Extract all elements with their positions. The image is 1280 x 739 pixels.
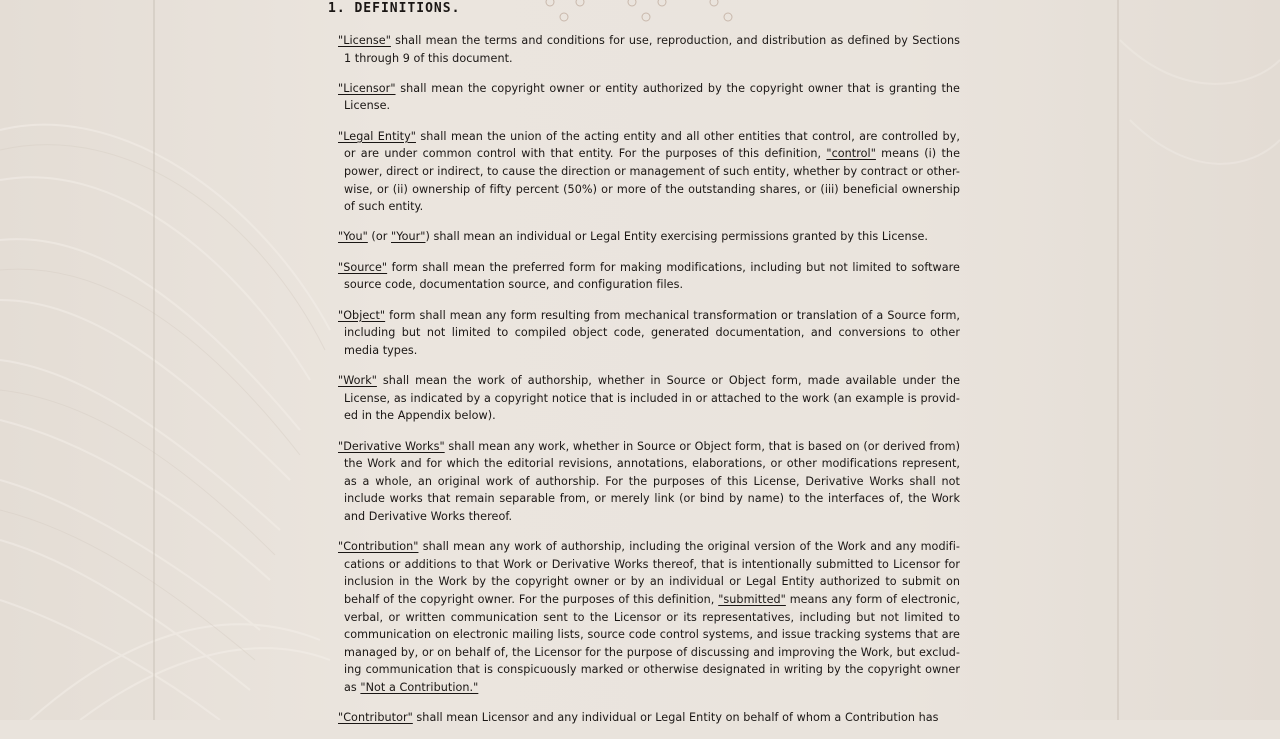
definition-legal-entity [338, 128, 960, 216]
term-contribution: "Contribution" [338, 540, 419, 554]
definition-contributor [338, 709, 960, 727]
definition-object [338, 307, 960, 360]
definition-text: shall mean any work of authorship, including the original version of the Work and any modifi-cations or additions to that Work or Derivative Works thereof, that is intentionally submitted to Licensor for inclusion in the Work by the copyright owner or by an individual or Legal Entity authorized to submit on behalf of the copyright owner. For the purposes of this definition, [344, 540, 960, 606]
term-not-a-contribution: "Not a Contribution." [360, 680, 479, 694]
definition-text: shall mean any work, whether in Source or Object form, that is based on (or derived from) the Work and for which the editorial revisions, annotations, elaborations, or other modifications represent, as a whole, an original work of authorship. For the purposes of this License, Derivative Works shall not include works that remain separable from, or merely link (or bind by name) to the interfaces of, the Work and Derivative Works thereof. [344, 439, 960, 523]
term-your: "Your" [391, 230, 426, 244]
definition-licensor [338, 80, 960, 115]
term-license: "License" [338, 34, 391, 47]
term-legal-entity: "Legal Entity" [338, 129, 416, 143]
definition-contribution [338, 538, 960, 696]
definition-derivative-works [338, 438, 960, 526]
definition-text: shall mean the terms and conditions for use, reproduction, and distribution as defined by Sections 1 through 9 of this document. [344, 34, 960, 65]
definition-text: shall mean Licensor and any individual or Legal Entity on behalf of whom a Contribution has [412, 711, 939, 725]
definition-text: (or [367, 230, 391, 244]
fold-line-left [153, 0, 155, 720]
definition-text: means (i) the power, direct or indirect, to cause the direction or management of such entity, whether by contract or other-wise, or (ii) ownership of fifty percent (50%) or more of the outstanding shares, or (iii) beneficial ownership of such entity. [344, 147, 960, 214]
license-page [322, 0, 972, 725]
term-you: "You" [338, 230, 368, 244]
term-contributor: "Contributor" [338, 711, 413, 725]
fold-line-right [1117, 0, 1119, 720]
definition-source [338, 259, 960, 294]
definition-text: form shall mean the preferred form for making modifications, including but not limited to software source code, documentation source, and configuration files. [344, 260, 960, 292]
term-licensor: "Licensor" [338, 81, 396, 95]
term-derivative-works: "Derivative Works" [338, 439, 445, 453]
definition-text: form shall mean any form resulting from mechanical transformation or translation of a Source form, including but not limited to compiled object code, generated documentation, and conversions to other media types. [344, 308, 960, 357]
definition-you [338, 228, 960, 246]
definition-text: means any form of electronic, verbal, or written communication sent to the Licensor or its representatives, including but not limited to communication on electronic mailing lists, source code control systems, and issue tracking systems that are managed by, or on behalf of, the Licensor for the purpose of discussing and improving the Work, but exclud-ing communication that is conspicuously marked or otherwise designated in writing by the copyright owner as [344, 592, 960, 694]
definitions-list [338, 32, 960, 739]
definition-text: shall mean the work of authorship, whether in Source or Object form, made available under the License, as indicated by a copyright notice that is included in or attached to the work (an example is provid-ed in the Appendix below). [344, 374, 960, 423]
definition-license [338, 32, 960, 67]
definition-text: ) shall mean an individual or Legal Entity exercising permissions granted by this License. [425, 230, 929, 244]
definition-work [338, 372, 960, 425]
section-title: 1. DEFINITIONS. [328, 1, 461, 16]
term-work: "Work" [338, 374, 377, 388]
term-submitted: "submitted" [718, 592, 786, 606]
term-control: "control" [826, 147, 876, 161]
decorative-dots [536, 0, 756, 26]
definition-text: shall mean the copyright owner or entity authorized by the copyright owner that is granting the License. [344, 81, 960, 113]
term-object: "Object" [338, 308, 386, 322]
term-source: "Source" [338, 260, 388, 274]
definition-text: shall mean the union of the acting entity and all other entities that control, are controlled by, or are under common control with that entity. For the purposes of this definition, [344, 129, 960, 161]
